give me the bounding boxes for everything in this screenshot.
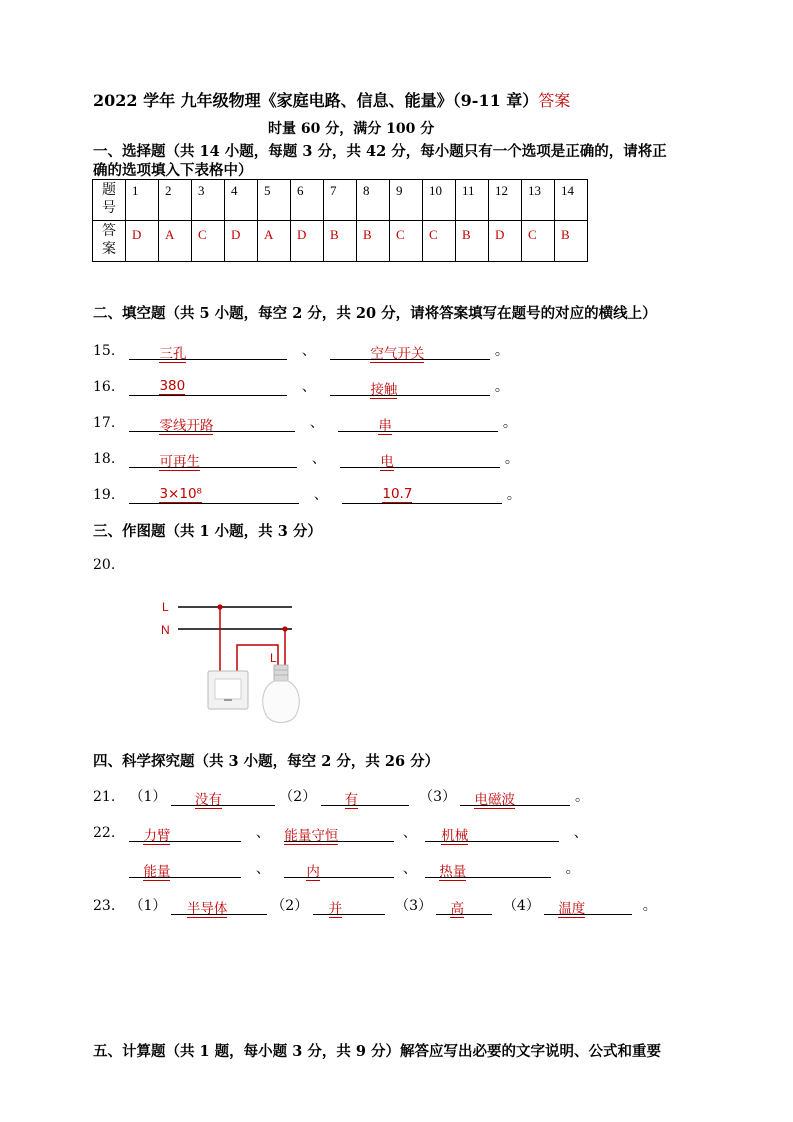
row-label-number: 题号 bbox=[93, 180, 126, 221]
answer-blank: 串 bbox=[338, 414, 498, 432]
q-num: 3 bbox=[192, 180, 225, 221]
neutral-wire-label: N bbox=[161, 623, 170, 637]
q-num: 4 bbox=[225, 180, 258, 221]
title-text: 2022 学年 九年级物理《家庭电路、信息、能量》（9-11 章） bbox=[93, 91, 539, 110]
q-answer: A bbox=[159, 221, 192, 262]
section2-heading: 二、填空题（共 5 小题，每空 2 分，共 20 分，请将答案填写在题号的对应的横线上） bbox=[93, 305, 657, 322]
section1-heading-line2: 确的选项填入下表格中） bbox=[93, 162, 253, 179]
q-answer: B bbox=[357, 221, 390, 262]
exam-subtitle: 时量 60 分，满分 100 分 bbox=[268, 121, 435, 137]
q-answer: D bbox=[489, 221, 522, 262]
question-20-number: 20. bbox=[93, 557, 116, 573]
q-answer: C bbox=[390, 221, 423, 262]
answer-blank: 3×10⁸ bbox=[129, 486, 299, 504]
fill-item-18: 18. 可再生 、 电 。 bbox=[93, 451, 519, 470]
answer-blank: 接触 bbox=[330, 378, 490, 396]
light-bulb-icon bbox=[263, 665, 300, 723]
answer-blank: 没有 bbox=[171, 788, 275, 806]
question-22-line2: 能量 、 内 、 热量 。 bbox=[93, 858, 590, 878]
answer-blank: 有 bbox=[321, 788, 409, 806]
q-answer: B bbox=[324, 221, 357, 262]
lamp-live-label: L bbox=[270, 651, 277, 665]
answer-table-answer-row bbox=[93, 221, 588, 262]
answer-blank: 温度 bbox=[544, 897, 632, 915]
answer-blank: 零线开路 bbox=[129, 414, 295, 432]
answer-blank: 高 bbox=[436, 897, 492, 915]
answer-blank: 内 bbox=[284, 860, 394, 878]
answer-blank: 可再生 bbox=[129, 450, 297, 468]
answer-blank: 三孔 bbox=[129, 342, 287, 360]
q-answer: D bbox=[126, 221, 159, 262]
fill-item-17: 17. 零线开路 、 串 。 bbox=[93, 415, 517, 434]
answer-blank: 机械 bbox=[425, 824, 559, 842]
row-label-answer: 答案 bbox=[93, 221, 126, 262]
q-num: 11 bbox=[456, 180, 489, 221]
circuit-diagram bbox=[150, 595, 310, 735]
q-answer: D bbox=[225, 221, 258, 262]
q-num: 9 bbox=[390, 180, 423, 221]
section1-heading-line1: 一、选择题（共 14 小题，每题 3 分，共 42 分，每小题只有一个选项是正确的，请将正 bbox=[93, 143, 667, 160]
answer-blank: 热量 bbox=[425, 860, 551, 878]
q-answer: C bbox=[423, 221, 456, 262]
q-answer: B bbox=[456, 221, 489, 262]
q-answer: C bbox=[192, 221, 225, 262]
page-title bbox=[93, 88, 570, 111]
switch-icon bbox=[208, 671, 248, 709]
q-num: 1 bbox=[126, 180, 159, 221]
answer-blank: 并 bbox=[313, 897, 385, 915]
q-num: 2 bbox=[159, 180, 192, 221]
answer-blank: 能量守恒 bbox=[284, 824, 394, 842]
q-answer: A bbox=[258, 221, 291, 262]
q-num: 13 bbox=[522, 180, 555, 221]
question-23: 23. （1） 半导体 （2） 并 （3） 高 （4） 温度 。 bbox=[93, 898, 657, 917]
live-wire-label: L bbox=[162, 600, 169, 614]
q-answer: B bbox=[555, 221, 588, 262]
fill-item-15: 15. 三孔 、 空气开关 。 bbox=[93, 343, 509, 362]
answer-blank: 电磁波 bbox=[460, 788, 570, 806]
q-answer: D bbox=[291, 221, 324, 262]
section3-heading: 三、作图题（共 1 小题，共 3 分） bbox=[93, 523, 322, 540]
q-answer: C bbox=[522, 221, 555, 262]
q-num: 6 bbox=[291, 180, 324, 221]
answer-blank: 10.7 bbox=[342, 486, 502, 504]
title-answer-label: 答案 bbox=[538, 91, 571, 110]
q-num: 14 bbox=[555, 180, 588, 221]
answer-table bbox=[92, 179, 588, 262]
answer-blank: 能量 bbox=[129, 860, 241, 878]
q-num: 5 bbox=[258, 180, 291, 221]
fill-item-19: 19. 3×10⁸ 、 10.7 。 bbox=[93, 486, 521, 503]
q-num: 8 bbox=[357, 180, 390, 221]
answer-blank: 电 bbox=[340, 450, 500, 468]
answer-blank: 力臂 bbox=[129, 824, 241, 842]
q-num: 10 bbox=[423, 180, 456, 221]
q-num: 7 bbox=[324, 180, 357, 221]
answer-blank: 380 bbox=[129, 378, 287, 396]
fill-item-16: 16. 380 、 接触 。 bbox=[93, 378, 509, 398]
section5-heading: 五、计算题（共 1 题，每小题 3 分，共 9 分）解答应写出必要的文字说明、公式和重要 bbox=[93, 1043, 662, 1060]
answer-table-number-row bbox=[93, 180, 588, 221]
section4-heading: 四、科学探究题（共 3 小题，每空 2 分，共 26 分） bbox=[93, 753, 440, 770]
answer-blank: 半导体 bbox=[171, 897, 267, 915]
answer-blank: 空气开关 bbox=[330, 342, 490, 360]
question-21: 21. （1） 没有 （2） 有 （3） 电磁波 。 bbox=[93, 789, 589, 808]
q-num: 12 bbox=[489, 180, 522, 221]
question-22-line1: 22. 力臂 、 能量守恒 、 机械 、 bbox=[93, 825, 588, 844]
